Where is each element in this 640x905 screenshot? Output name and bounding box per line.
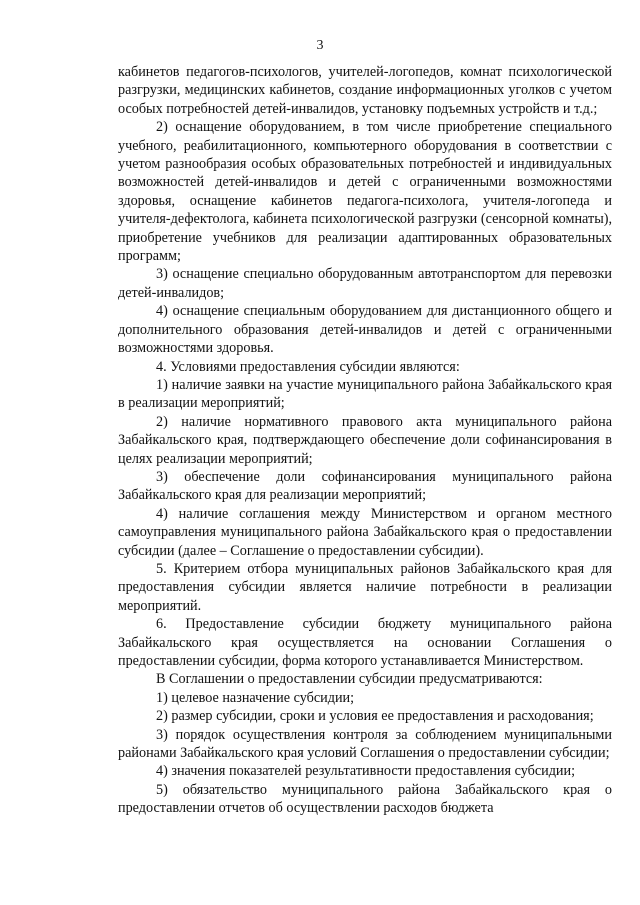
- paragraph: 2) размер субсидии, сроки и условия ее предоставления и расходования;: [156, 708, 594, 725]
- paragraph: 1) целевое назначение субсидии;: [156, 689, 355, 706]
- paragraph: 4) наличие соглашения между Министерством и органом местного самоуправления муниципального района Забайкальского края о предоставлении субсидии (далее – Соглашение о предоставлении субсидии).: [118, 505, 612, 559]
- paragraph: В Соглашении о предоставлении субсидии предусматриваются:: [156, 671, 543, 688]
- paragraph: кабинетов педагогов-психологов, учителей-логопедов, комнат психологической разгрузки, медицинских кабинетов, создание информационных уголков с учетом особых потребностей детей-инвалидов, установку подъемных устройств и т.д.;: [118, 64, 612, 117]
- paragraph: 2) наличие нормативного правового акта муниципального района Забайкальского края, подтверждающего обеспечение доли софинансирования в целях реализации мероприятий;: [118, 413, 612, 467]
- paragraph: 4. Условиями предоставления субсидии являются:: [156, 358, 460, 375]
- paragraph: 4) значения показателей результативности предоставления субсидии;: [156, 763, 576, 780]
- paragraph: 6. Предоставление субсидии бюджету муниципального района Забайкальского края осуществляется на основании Соглашения о предоставлении субсидии, форма которого устанавливается Министерством.: [118, 616, 612, 669]
- paragraph: 4) оснащение специальным оборудованием для дистанционного общего и дополнительного образования детей-инвалидов и детей с ограниченными возможностями здоровья.: [118, 303, 612, 357]
- paragraph: 5) обязательство муниципального района Забайкальского края о предоставлении отчетов об осуществлении расходов бюджета: [118, 781, 612, 817]
- page-number: 3: [316, 38, 324, 53]
- paragraph: 3) порядок осуществления контроля за соблюдением муниципальными районами Забайкальского края условий Соглашения о предоставлении субсидии;: [118, 726, 612, 762]
- paragraph: 2) оснащение оборудованием, в том числе приобретение специального учебного, реабилитационного, компьютерного оборудования в соответствии с учетом разнообразия особых образовательных потребностей и индивидуальных возможностей детей-инвалидов и детей с ограниченными возможностями здоровья, оснащение кабинетов педагога-психолога, учителя-логопеда и учителя-дефектолога, кабинета психологической разгрузки (сенсорной комнаты), приобретение учебников для реализации адаптированных образовательных программ;: [118, 119, 612, 265]
- paragraph: 5. Критерием отбора муниципальных районов Забайкальского края для предоставления субсидии является наличие потребности в реализации мероприятий.: [118, 560, 612, 614]
- paragraph: 3) оснащение специально оборудованным автотранспортом для перевозки детей-инвалидов;: [118, 266, 612, 301]
- paragraph: 1) наличие заявки на участие муниципального района Забайкальского края в реализации мероприятий;: [118, 376, 612, 412]
- paragraph: 3) обеспечение доли софинансирования муниципального района Забайкальского края для реализации мероприятий;: [118, 468, 612, 504]
- document-body: [118, 63, 612, 818]
